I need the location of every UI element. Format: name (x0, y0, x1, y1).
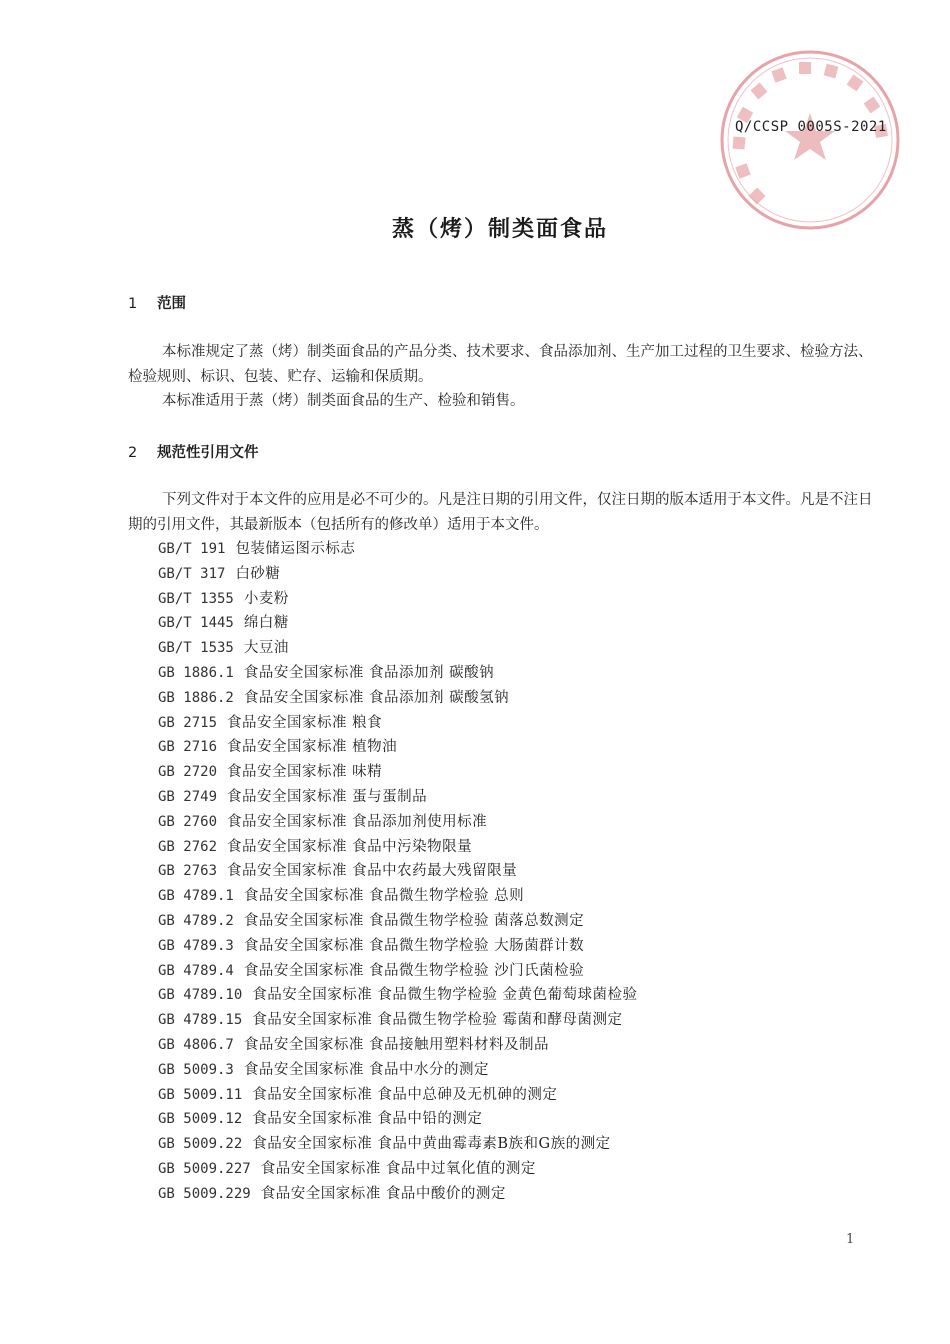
reference-item (158, 1182, 638, 1207)
reference-title: 食品安全国家标准 食品中黄曲霉毒素B族和G族的测定 (252, 1136, 611, 1153)
reference-code: GB/T 1445 (158, 615, 234, 632)
section-number: 1 (128, 296, 138, 312)
reference-title: 食品安全国家标准 食品添加剂 碳酸氢钠 (243, 689, 510, 706)
reference-code: GB/T 1355 (158, 590, 234, 607)
section-1-heading (128, 292, 186, 313)
reference-code: GB 4789.1 (158, 888, 234, 905)
paragraph-text: 下列文件对于本文件的应用是必不可少的。凡是注日期的引用文件，仅注日期的版本适用于本文件。凡是不注日期的引用文件，其最新版本（包括所有的修改单）适用于本文件。 (128, 492, 873, 533)
reference-code: GB/T 1535 (158, 640, 234, 657)
reference-item (158, 934, 638, 959)
reference-item (158, 1107, 638, 1132)
reference-code: GB 4789.2 (158, 912, 234, 929)
reference-code: GB 5009.227 (158, 1160, 251, 1177)
reference-item (158, 562, 638, 587)
section-1-paragraph-2 (128, 389, 878, 414)
reference-title: 食品安全国家标准 食品微生物学检验 总则 (243, 888, 525, 905)
reference-item (158, 587, 638, 612)
reference-title: 食品安全国家标准 食品中过氧化值的测定 (260, 1160, 536, 1177)
section-heading-text: 规范性引用文件 (157, 445, 259, 461)
reference-code: GB 5009.12 (158, 1111, 243, 1128)
reference-code: GB 2715 (158, 714, 218, 731)
reference-item (158, 537, 638, 562)
reference-item (158, 1083, 638, 1108)
reference-item (158, 636, 638, 661)
reference-title: 绵白糖 (243, 615, 289, 632)
reference-item (158, 810, 638, 835)
reference-item (158, 959, 638, 984)
section-heading-text: 范围 (157, 296, 187, 312)
reference-code: GB 5009.3 (158, 1061, 234, 1078)
reference-title: 大豆油 (243, 640, 289, 657)
reference-title: 食品安全国家标准 食品微生物学检验 菌落总数测定 (243, 912, 585, 929)
reference-item (158, 884, 638, 909)
reference-title: 食品安全国家标准 食品中水分的测定 (243, 1061, 489, 1078)
reference-title: 食品安全国家标准 食品微生物学检验 大肠菌群计数 (243, 937, 585, 954)
reference-item (158, 735, 638, 760)
reference-code: GB 4789.3 (158, 937, 234, 954)
reference-title: 食品安全国家标准 食品微生物学检验 沙门氏菌检验 (243, 962, 585, 979)
reference-title: 食品安全国家标准 食品接触用塑料材料及制品 (243, 1036, 549, 1053)
reference-title: 食品安全国家标准 蛋与蛋制品 (227, 788, 428, 805)
section-1-paragraph-1 (128, 340, 878, 389)
reference-item (158, 835, 638, 860)
reference-item (158, 1058, 638, 1083)
reference-item (158, 1033, 638, 1058)
reference-code: GB 2760 (158, 813, 218, 830)
reference-item (158, 711, 638, 736)
reference-title: 食品安全国家标准 食品中农药最大残留限量 (227, 863, 518, 880)
reference-code: GB 5009.11 (158, 1086, 243, 1103)
reference-code: GB 1886.1 (158, 664, 234, 681)
reference-item (158, 859, 638, 884)
reference-code: GB 4789.10 (158, 987, 243, 1004)
reference-item (158, 983, 638, 1008)
paragraph-text: 本标准适用于蒸（烤）制类面食品的生产、检验和销售。 (162, 393, 525, 409)
section-2-paragraph-1 (128, 488, 878, 537)
reference-item (158, 909, 638, 934)
reference-code: GB 2749 (158, 788, 218, 805)
company-seal-stamp (715, 45, 905, 235)
reference-title: 食品安全国家标准 植物油 (227, 739, 398, 756)
section-number: 2 (128, 445, 138, 461)
reference-title: 食品安全国家标准 食品添加剂 碳酸钠 (243, 664, 495, 681)
reference-code: GB 1886.2 (158, 689, 234, 706)
reference-code: GB 2720 (158, 764, 218, 781)
reference-title: 食品安全国家标准 食品中酸价的测定 (260, 1185, 506, 1202)
reference-item (158, 611, 638, 636)
reference-code: GB 5009.22 (158, 1136, 243, 1153)
reference-title: 食品安全国家标准 粮食 (227, 714, 383, 731)
reference-title: 食品安全国家标准 食品中总砷及无机砷的测定 (252, 1086, 558, 1103)
document-code: Q/CCSP 0005S-2021 (735, 119, 887, 135)
reference-code: GB 2716 (158, 739, 218, 756)
reference-title: 食品安全国家标准 食品添加剂使用标准 (227, 813, 488, 830)
reference-title: 食品安全国家标准 食品中铅的测定 (252, 1111, 483, 1128)
reference-title: 包装储运图示标志 (235, 541, 356, 557)
reference-title: 食品安全国家标准 食品中污染物限量 (227, 838, 473, 855)
reference-item (158, 1008, 638, 1033)
reference-item (158, 1132, 638, 1157)
reference-code: GB/T 191 (158, 541, 226, 557)
document-title: 蒸（烤）制类面食品 (391, 217, 608, 242)
reference-item (158, 686, 638, 711)
reference-title: 小麦粉 (243, 590, 289, 607)
reference-code: GB 4789.15 (158, 1012, 243, 1029)
reference-item (158, 1157, 638, 1182)
reference-item (158, 661, 638, 686)
reference-item (158, 760, 638, 785)
reference-title: 食品安全国家标准 味精 (227, 764, 383, 781)
section-2-heading (128, 441, 259, 462)
reference-code: GB 4789.4 (158, 962, 234, 979)
page-number: 1 (846, 1232, 855, 1247)
reference-code: GB 5009.229 (158, 1185, 251, 1202)
reference-item (158, 785, 638, 810)
reference-code: GB 2763 (158, 863, 218, 880)
reference-title: 食品安全国家标准 食品微生物学检验 金黄色葡萄球菌检验 (252, 987, 638, 1004)
paragraph-text: 本标准规定了蒸（烤）制类面食品的产品分类、技术要求、食品添加剂、生产加工过程的卫生要求、检验方法、检验规则、标识、包装、贮存、运输和保质期。 (128, 344, 873, 385)
reference-code: GB 2762 (158, 838, 218, 855)
reference-title: 食品安全国家标准 食品微生物学检验 霉菌和酵母菌测定 (252, 1012, 623, 1029)
normative-references-list (158, 537, 638, 1207)
reference-code: GB/T 317 (158, 565, 226, 582)
reference-code: GB 4806.7 (158, 1036, 234, 1053)
reference-title: 白砂糖 (235, 565, 281, 582)
